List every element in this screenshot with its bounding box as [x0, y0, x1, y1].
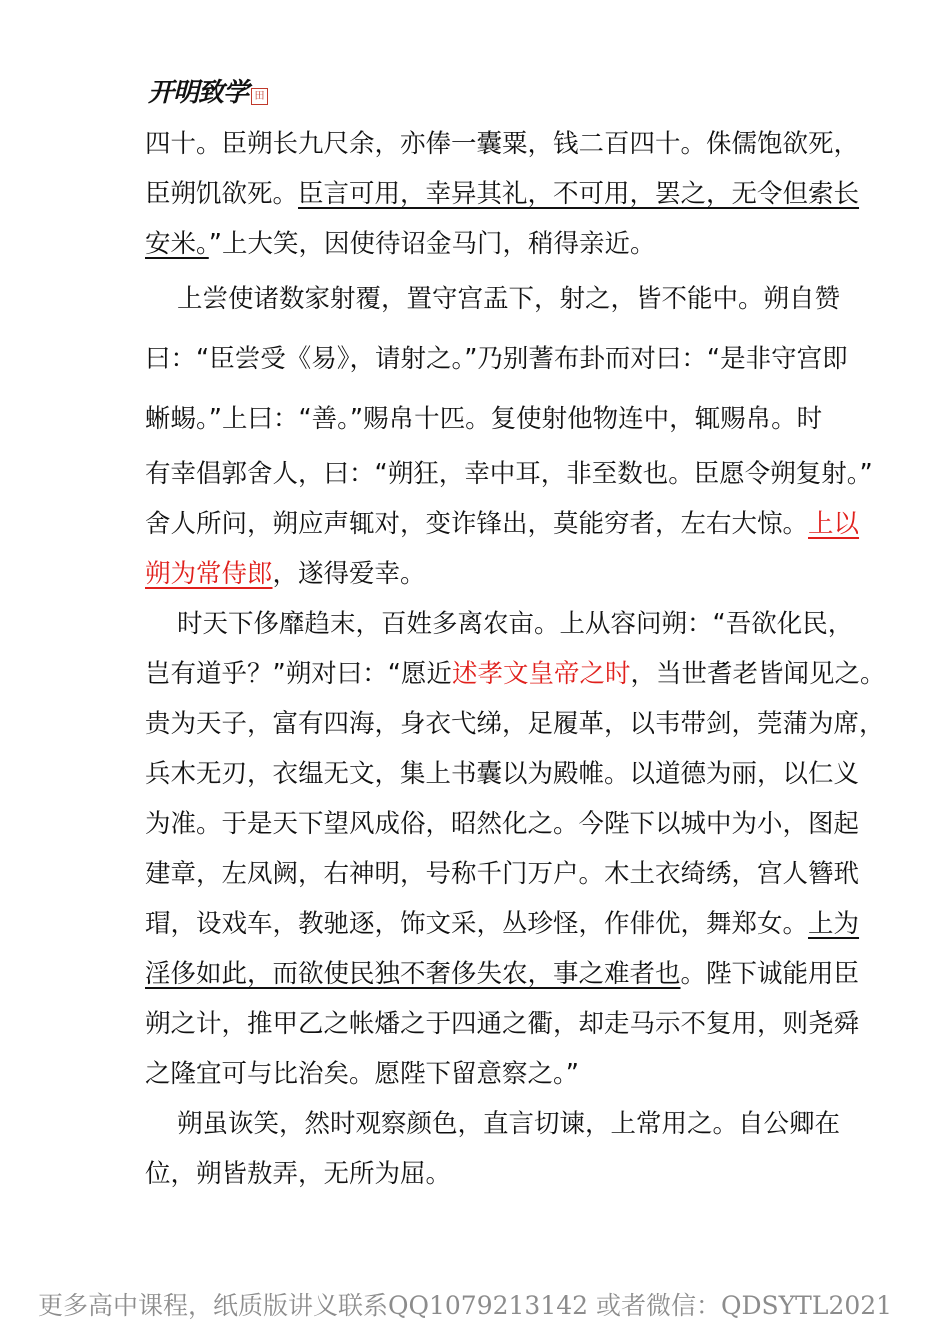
text-run: ”上大笑，因使待诏金马门，稍得亲近。 — [208, 229, 656, 259]
brand-logo — [148, 72, 268, 109]
document-body — [145, 119, 886, 1199]
text-line — [145, 649, 886, 699]
text-run: ，当世耆老皆闻见之。 — [630, 659, 886, 689]
text-line — [145, 899, 860, 949]
text-line — [145, 849, 860, 899]
text-line — [145, 1149, 813, 1199]
text-run: 建章，左凤阙，右神明，号称千门万户。木土衣绮绣，宫人簪玳 — [145, 859, 860, 889]
paragraph-start-line — [145, 1099, 841, 1149]
text-run: 岂有道乎？”朔对曰：“愿近 — [145, 659, 452, 689]
underlined-text: 安米。 — [145, 229, 209, 259]
text-line — [145, 329, 848, 389]
text-run: 。陛下诚能用臣 — [680, 959, 860, 989]
text-run: ，遂得爱幸。 — [272, 559, 426, 589]
red-underlined-text: 朔为常侍郎 — [145, 559, 273, 589]
text-run: 四十。臣朔长九尺余，亦俸一囊粟，钱二百四十。侏儒饱欲死， — [145, 129, 860, 159]
red-text: 述孝文皇帝之时 — [451, 659, 631, 689]
text-line — [145, 549, 813, 599]
footer-contact: 更多高中课程，纸质版讲义联系QQ1079213142 或者微信：QDSYTL2021 — [38, 1291, 893, 1320]
text-line — [145, 949, 860, 999]
text-line — [145, 699, 885, 749]
text-line — [145, 449, 873, 499]
paragraph-start-line — [145, 599, 854, 649]
logo-seal-icon: 田 — [251, 88, 268, 105]
underlined-text: 臣言可用，幸异其礼，不可用，罢之，无令但索长 — [298, 179, 860, 209]
text-run: 为准。于是天下望风成俗，昭然化之。今陛下以城中为小，图起 — [145, 809, 860, 839]
text-line — [145, 1049, 813, 1099]
text-run: 贵为天子，富有四海，身衣弋绨，足履革，以韦带剑，莞蒲为席， — [145, 709, 885, 739]
paragraph-start-line — [145, 269, 841, 329]
logo-text: 开明致学 — [148, 78, 249, 108]
red-underlined-text: 上以 — [808, 509, 860, 539]
text-line — [145, 119, 860, 169]
text-line — [145, 219, 813, 269]
text-run: 曰：“臣尝受《易》，请射之。”乃别蓍布卦而对曰：“是非守宫即 — [145, 344, 848, 374]
text-line — [145, 749, 860, 799]
text-run: 时天下侈靡趋末，百姓多离农亩。上从容问朔：“吾欲化民， — [177, 609, 854, 639]
text-run: 之隆宜可与比治矣。愿陛下留意察之。” — [145, 1059, 579, 1089]
text-run: 蜥蜴。”上曰：“善。”赐帛十匹。复使射他物连中，辄赐帛。时 — [145, 404, 823, 434]
underlined-text: 上为 — [808, 909, 860, 939]
text-line — [145, 799, 860, 849]
text-run: 朔虽诙笑，然时观察颜色，直言切谏，上常用之。自公卿在 — [177, 1109, 841, 1139]
underlined-text: 淫侈如此，而欲使民独不奢侈失农，事之难者也 — [145, 959, 681, 989]
text-line — [145, 169, 860, 219]
text-run: 兵木无刃，衣缊无文，集上书囊以为殿帷。以道德为丽，以仁义 — [145, 759, 860, 789]
text-run: 舍人所问，朔应声辄对，变诈锋出，莫能穷者，左右大惊。 — [145, 509, 809, 539]
text-line — [145, 389, 823, 449]
text-run: 瑁，设戏车，教驰逐，饰文采，丛珍怪，作俳优，舞郑女。 — [145, 909, 809, 939]
text-line — [145, 999, 860, 1049]
text-line — [145, 499, 860, 549]
text-run: 有幸倡郭舍人，曰：“朔狂，幸中耳，非至数也。臣愿令朔复射。” — [145, 459, 873, 489]
text-run: 臣朔饥欲死。 — [145, 179, 299, 209]
text-run: 位，朔皆敖弄，无所为屈。 — [145, 1159, 452, 1189]
text-run: 朔之计，推甲乙之帐燔之于四通之衢，却走马示不复用，则尧舜 — [145, 1009, 860, 1039]
text-run: 上尝使诸数家射覆，置守宫盂下，射之，皆不能中。朔自赞 — [177, 284, 841, 314]
